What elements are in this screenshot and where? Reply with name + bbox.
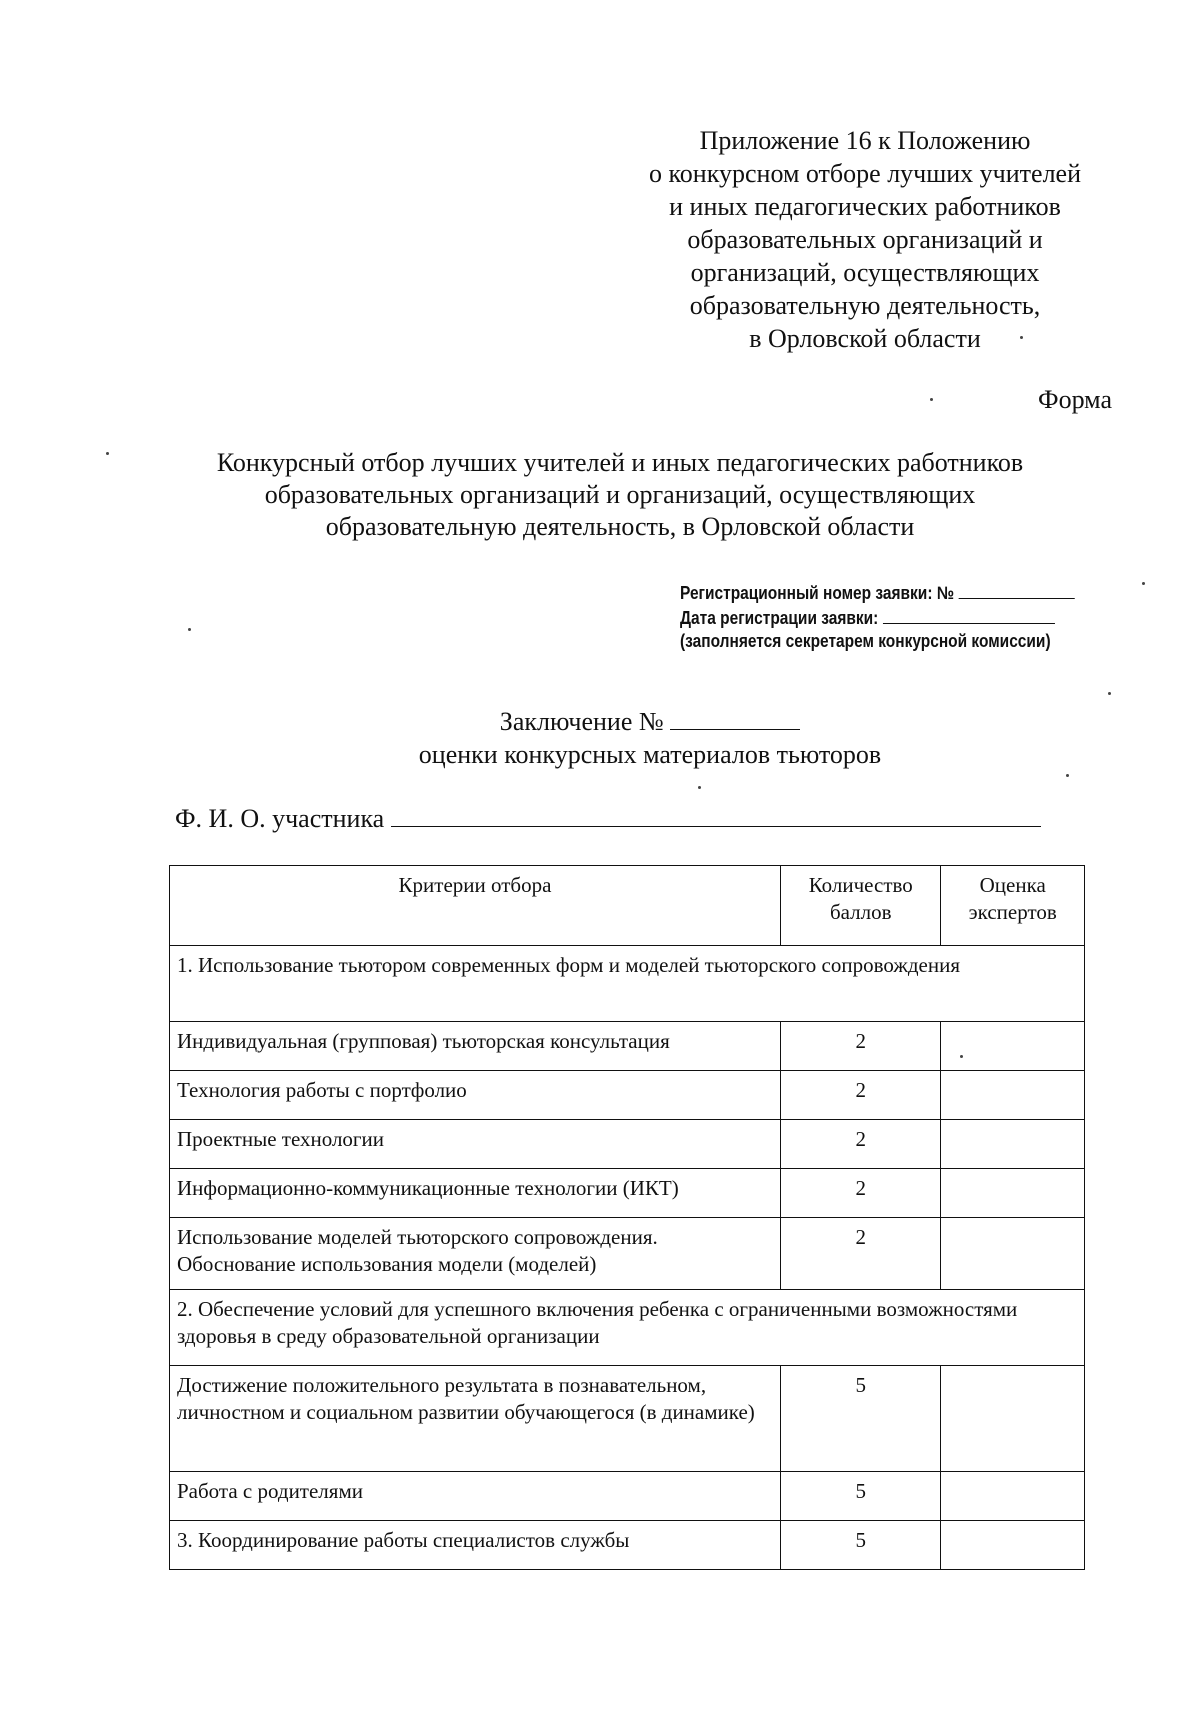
appendix-line: образовательную деятельность, xyxy=(689,291,1041,320)
section-row xyxy=(170,1290,1085,1366)
criterion-points: 5 xyxy=(781,1472,941,1521)
table-row xyxy=(170,1169,1085,1218)
registration-number-field[interactable] xyxy=(958,580,1074,599)
participant-name-field[interactable] xyxy=(391,800,1041,827)
contest-title-line: Конкурсный отбор лучших учителей и иных педагогических работников xyxy=(216,448,1024,477)
table-row xyxy=(170,1218,1085,1290)
criterion-text: Технология работы с портфолио xyxy=(170,1071,781,1120)
table-row xyxy=(170,1120,1085,1169)
scan-speck xyxy=(1066,774,1069,777)
appendix-line: Приложение 16 к Положению xyxy=(699,126,1031,155)
scan-speck xyxy=(1142,582,1145,585)
expert-score-cell[interactable] xyxy=(941,1366,1085,1472)
conclusion-number-field[interactable] xyxy=(670,705,800,730)
expert-score-cell[interactable] xyxy=(941,1071,1085,1120)
header-points: Количество баллов xyxy=(781,866,941,946)
conclusion-title-row xyxy=(300,705,1000,738)
expert-score-cell[interactable] xyxy=(941,1022,1085,1071)
criterion-text: Работа с родителями xyxy=(170,1472,781,1521)
scan-speck xyxy=(698,786,701,789)
registration-note: (заполняется секретарем конкурсной комиссии) xyxy=(680,631,1051,651)
form-label: Форма xyxy=(1038,385,1112,414)
table-row xyxy=(170,1521,1085,1570)
table-header-row xyxy=(170,866,1085,946)
appendix-line: о конкурсном отборе лучших учителей xyxy=(649,159,1081,188)
appendix-line: образовательных организаций и xyxy=(687,225,1043,254)
section-title: 2. Обеспечение условий для успешного включения ребенка с ограниченными возможностями здоровья в среду образовательной организации xyxy=(170,1290,1085,1366)
criterion-points: 2 xyxy=(781,1071,941,1120)
scan-speck xyxy=(960,1055,963,1058)
criterion-points: 2 xyxy=(781,1218,941,1290)
participant-row xyxy=(175,800,1041,834)
registration-date-row xyxy=(680,605,1074,630)
conclusion-subtitle: оценки конкурсных материалов тьюторов xyxy=(418,740,882,769)
table-row xyxy=(170,1472,1085,1521)
criterion-text: 3. Координирование работы специалистов службы xyxy=(170,1521,781,1570)
appendix-header xyxy=(620,124,1110,355)
criteria-table xyxy=(169,865,1085,1570)
criterion-text: Индивидуальная (групповая) тьюторская консультация xyxy=(170,1022,781,1071)
appendix-line: организаций, осуществляющих xyxy=(690,258,1040,287)
conclusion-title: Заключение № xyxy=(499,707,664,736)
criterion-points: 2 xyxy=(781,1120,941,1169)
contest-title-line: образовательную деятельность, в Орловской области xyxy=(325,512,915,541)
table-row xyxy=(170,1071,1085,1120)
section-title: 1. Использование тьютором современных форм и моделей тьюторского сопровождения xyxy=(170,946,1085,1022)
criterion-text: Использование моделей тьюторского сопровождения. Обоснование использования модели (моделей) xyxy=(170,1218,781,1290)
criterion-points: 2 xyxy=(781,1022,941,1071)
criterion-text: Информационно-коммуникационные технологии (ИКТ) xyxy=(170,1169,781,1218)
criterion-points: 5 xyxy=(781,1521,941,1570)
criterion-points: 2 xyxy=(781,1169,941,1218)
registration-date-label: Дата регистрации заявки: xyxy=(680,608,879,628)
scan-speck xyxy=(106,452,109,455)
expert-score-cell[interactable] xyxy=(941,1521,1085,1570)
registration-number-row xyxy=(680,580,1074,605)
scan-speck xyxy=(188,628,191,631)
contest-title xyxy=(160,447,1080,543)
scan-speck xyxy=(1020,336,1023,339)
scan-speck xyxy=(1108,692,1111,695)
table-row xyxy=(170,1366,1085,1472)
expert-score-cell[interactable] xyxy=(941,1472,1085,1521)
contest-title-line: образовательных организаций и организаций, осуществляющих xyxy=(264,480,976,509)
criterion-text: Проектные технологии xyxy=(170,1120,781,1169)
participant-label: Ф. И. О. участника xyxy=(175,804,385,833)
conclusion-heading xyxy=(300,705,1000,771)
header-expert: Оценка экспертов xyxy=(941,866,1085,946)
table-row xyxy=(170,1022,1085,1071)
criterion-text: Достижение положительного результата в познавательном, личностном и социальном развитии обучающегося (в динамике) xyxy=(170,1366,781,1472)
registration-block xyxy=(680,580,1074,653)
scan-speck xyxy=(930,398,933,401)
criterion-points: 5 xyxy=(781,1366,941,1472)
registration-date-field[interactable] xyxy=(883,605,1055,624)
header-criteria: Критерии отбора xyxy=(170,866,781,946)
expert-score-cell[interactable] xyxy=(941,1169,1085,1218)
section-row xyxy=(170,946,1085,1022)
registration-number-label: Регистрационный номер заявки: № xyxy=(680,583,955,603)
expert-score-cell[interactable] xyxy=(941,1120,1085,1169)
appendix-line: в Орловской области xyxy=(749,324,981,353)
expert-score-cell[interactable] xyxy=(941,1218,1085,1290)
appendix-line: и иных педагогических работников xyxy=(669,192,1061,221)
